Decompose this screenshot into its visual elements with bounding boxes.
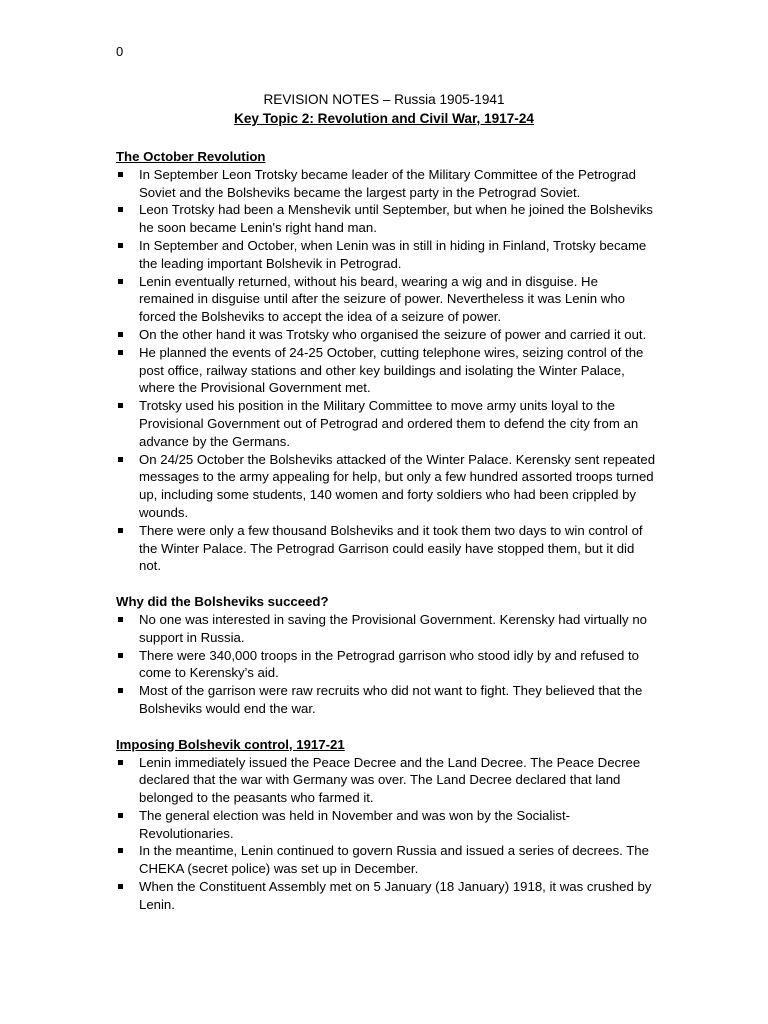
notes-section [116, 593, 656, 718]
bullet-item: Lenin immediately issued the Peace Decree and the Land Decree. The Peace Decree declared that the war with Germany was over. The Land Decree declared that land belonged to the peasants who farmed it. [116, 754, 656, 807]
bullet-item: The general election was held in November and was won by the Socialist-Revolutionaries. [116, 807, 656, 843]
bullet-item: There were only a few thousand Bolsheviks and it took them two days to win control of the Winter Palace. The Petrograd Garrison could easily have stopped them, but it did not. [116, 522, 656, 575]
bullet-item: Leon Trotsky had been a Menshevik until September, but when he joined the Bolsheviks he soon became Lenin's right hand man. [116, 201, 656, 237]
page-marker: 0 [116, 44, 124, 59]
section-heading: The October Revolution [116, 149, 266, 164]
document-subtitle: Key Topic 2: Revolution and Civil War, 1917-24 [234, 111, 534, 126]
notes-section [116, 148, 656, 575]
bullet-item: On 24/25 October the Bolsheviks attacked of the Winter Palace. Kerensky sent repeated messages to the army appealing for help, but only a few hundred assorted troops turned up, including some students, 140 women and forty soldiers who had been crippled by wounds. [116, 451, 656, 522]
section-heading: Why did the Bolsheviks succeed? [116, 594, 329, 610]
bullet-item: In the meantime, Lenin continued to govern Russia and issued a series of decrees. The CHEKA (secret police) was set up in December. [116, 842, 656, 878]
bullet-item: Trotsky used his position in the Military Committee to move army units loyal to the Provisional Government out of Petrograd and ordered them to defend the city from an advance by the Germans. [116, 397, 656, 450]
bullet-item: Lenin eventually returned, without his beard, wearing a wig and in disguise. He remained in disguise until after the seizure of power. Nevertheless it was Lenin who forced the Bolsheviks to accept the idea of a seizure of power. [116, 273, 656, 326]
document-title: REVISION NOTES – Russia 1905-1941 [263, 92, 505, 107]
bullet-item: When the Constituent Assembly met on 5 January (18 January) 1918, it was crushed by Lenin. [116, 878, 656, 914]
notes-section [116, 736, 656, 914]
bullet-item: In September and October, when Lenin was in still in hiding in Finland, Trotsky became the leading important Bolshevik in Petrograd. [116, 237, 656, 273]
bullet-item: He planned the events of 24-25 October, cutting telephone wires, seizing control of the post office, railway stations and other key buildings and isolating the Winter Palace, where the Provisional Government met. [116, 344, 656, 397]
bullet-item: In September Leon Trotsky became leader of the Military Committee of the Petrograd Soviet and the Bolsheviks became the largest party in the Petrograd Soviet. [116, 166, 656, 202]
bullet-list [116, 611, 656, 718]
notes-content [116, 148, 656, 932]
bullet-list [116, 166, 656, 575]
section-heading: Imposing Bolshevik control, 1917-21 [116, 736, 345, 752]
bullet-item: On the other hand it was Trotsky who organised the seizure of power and carried it out. [116, 326, 656, 344]
bullet-item: Most of the garrison were raw recruits who did not want to fight. They believed that the Bolsheviks would end the war. [116, 682, 656, 718]
bullet-item: There were 340,000 troops in the Petrograd garrison who stood idly by and refused to come to Kerensky’s aid. [116, 647, 656, 683]
title-block [0, 90, 768, 128]
bullet-list [116, 754, 656, 914]
bullet-item: No one was interested in saving the Provisional Government. Kerensky had virtually no support in Russia. [116, 611, 656, 647]
